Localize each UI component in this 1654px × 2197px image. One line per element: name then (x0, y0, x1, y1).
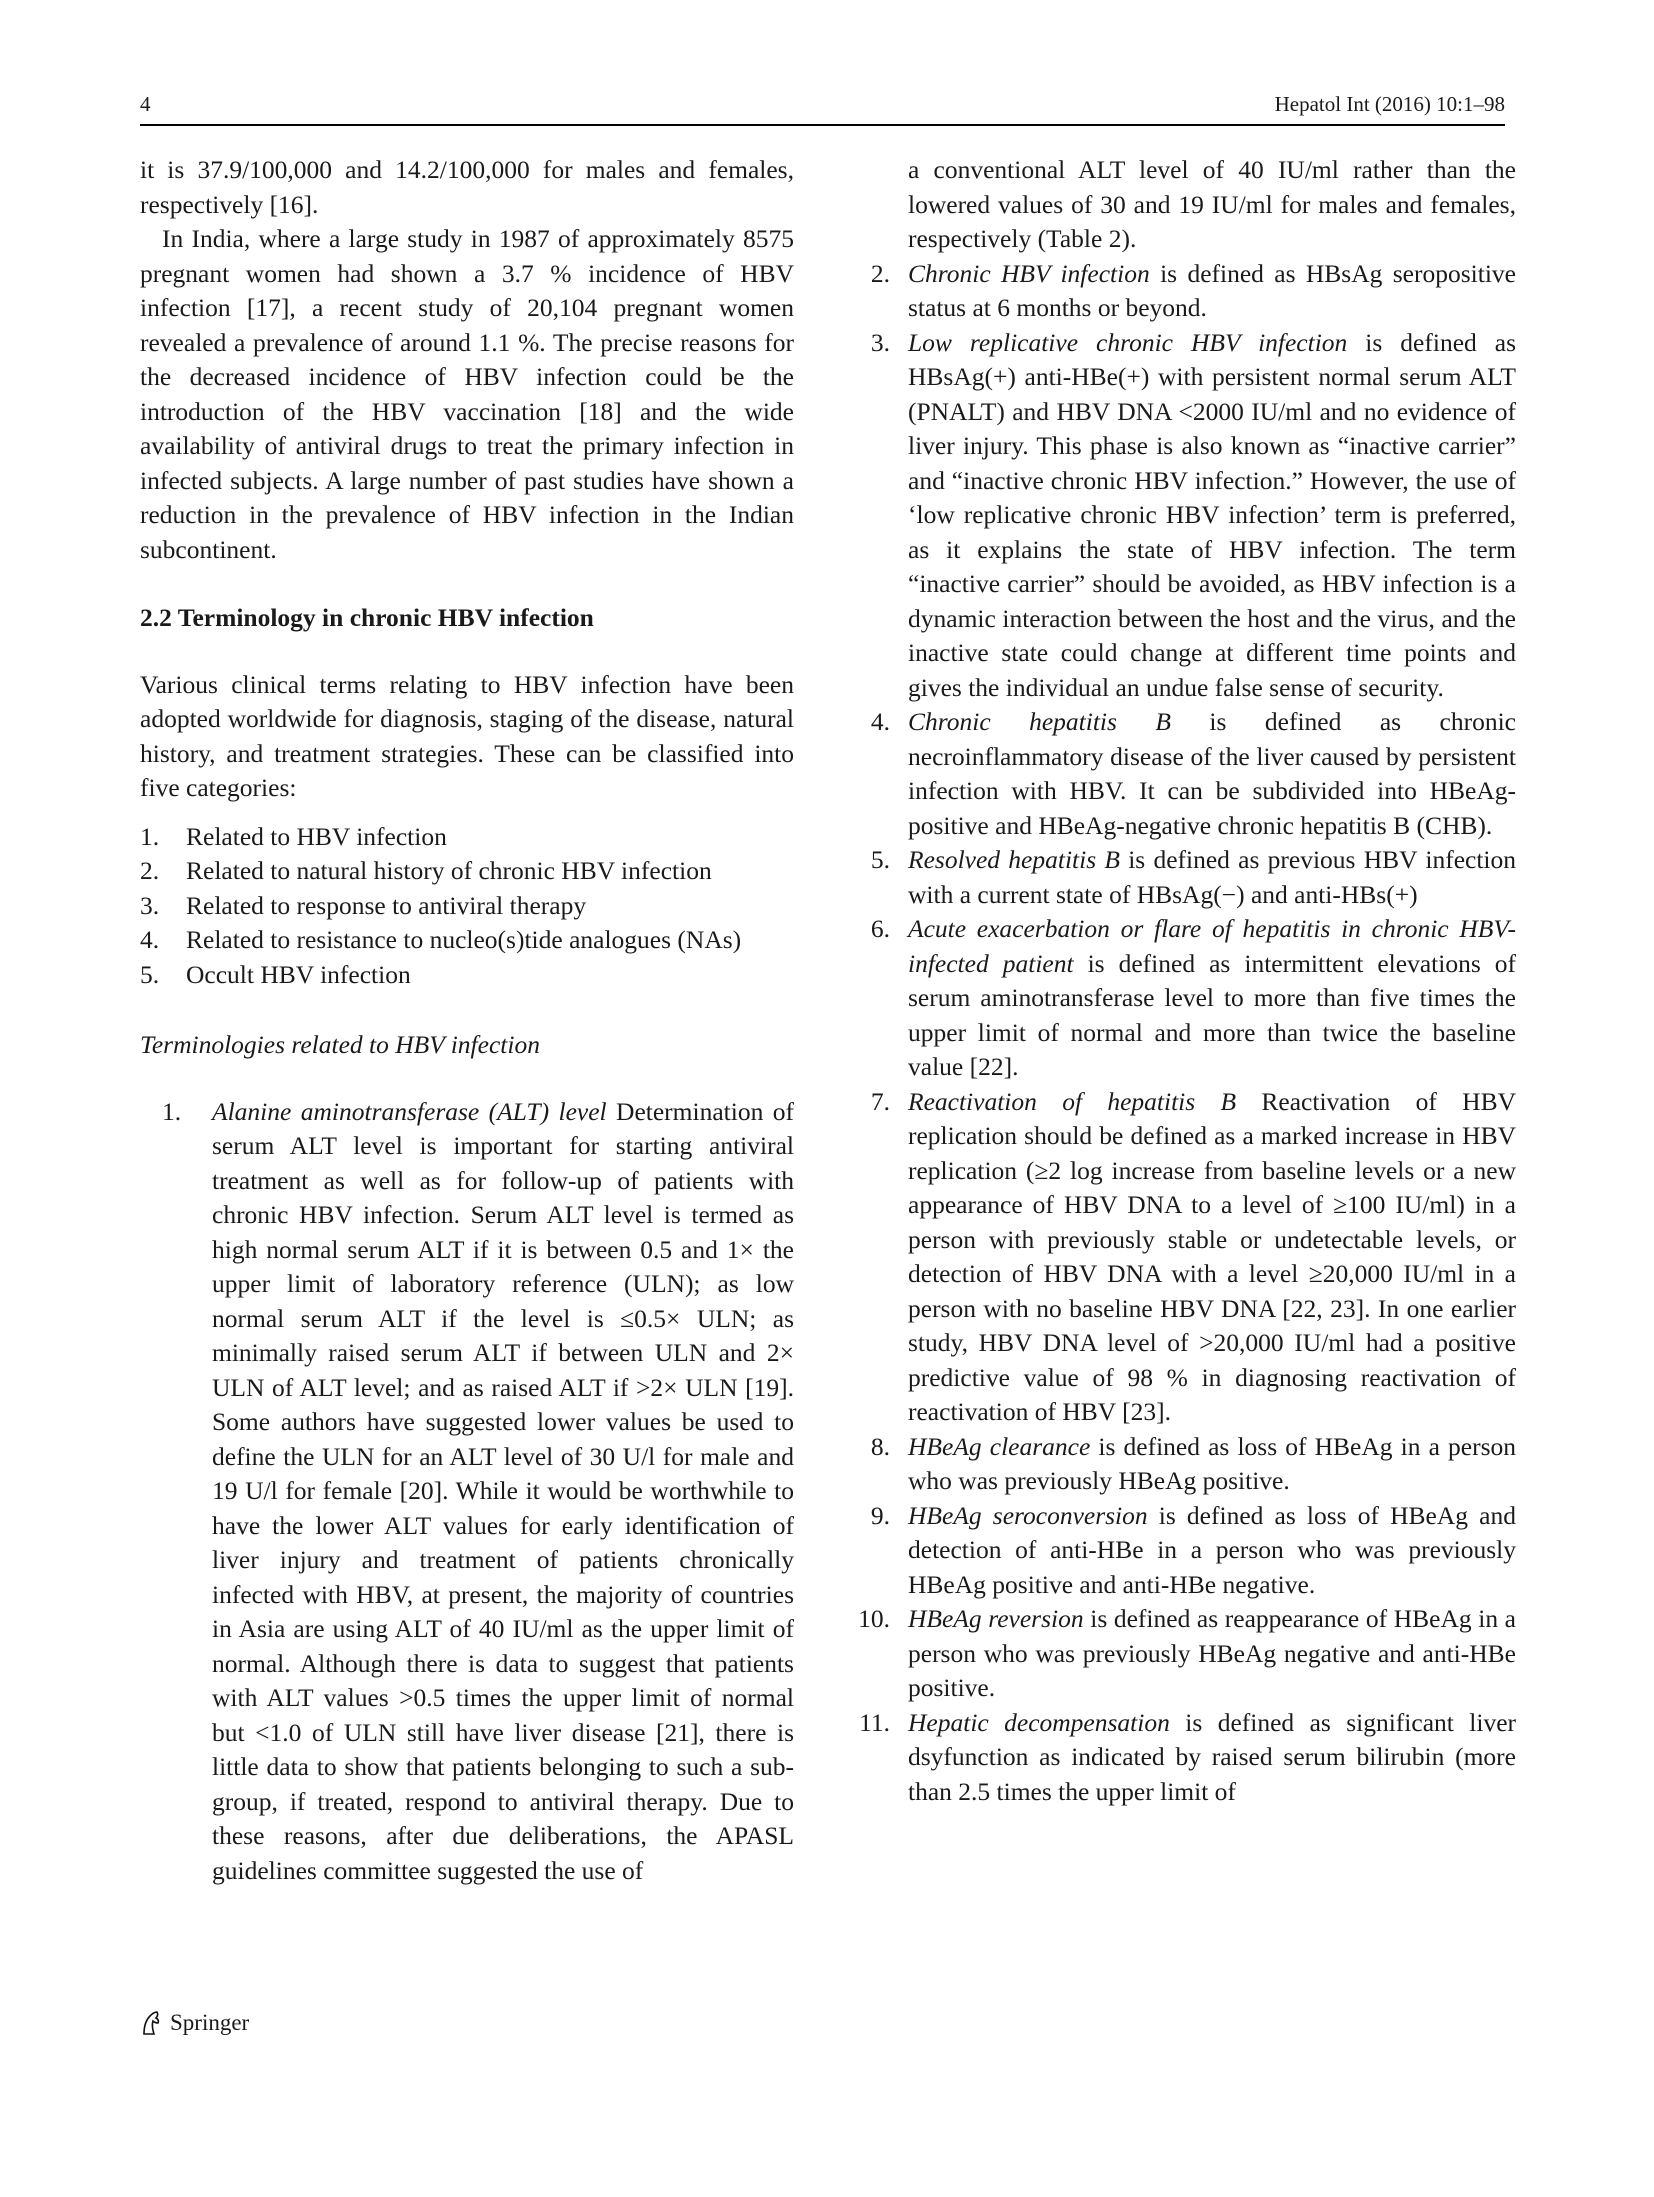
list-number: 8. (870, 1431, 890, 1461)
list-number: 3. (140, 890, 160, 920)
list-number: 3. (870, 327, 890, 357)
definition-item (862, 1499, 1516, 1603)
definition-text (908, 326, 1516, 706)
definition-term: Hepatic decompensation (908, 1707, 1170, 1737)
definition-term: Chronic HBV infection (908, 258, 1150, 288)
list-number: 1. (162, 1096, 182, 1126)
paragraph: Various clinical terms relating to HBV infection have been adopted worldwide for diagnosis, staging of the disease, natural history, and treatment strategies. These can be classified into five categories: (140, 669, 794, 802)
paragraph: it is 37.9/100,000 and 14.2/100,000 for males and females, respectively [16]. (140, 155, 794, 219)
definition-item (858, 1602, 1517, 1706)
definition-list (140, 1095, 794, 1889)
definition-term: Resolved hepatitis B (908, 845, 1120, 874)
definition-body: is defined as intermittent elevations of serum aminotransferase level to more than five times the upper limit of normal and more than twice the baseline value [22]. (908, 948, 1517, 1081)
section-title: 2.2 Terminology in chronic HBV infection (140, 603, 594, 632)
definition-body: is defined as significant liver dsyfunction as indicated by raised serum bilirubin (more than 2.5 times the upper limit of (908, 1707, 1516, 1806)
list-item (140, 958, 794, 993)
definition-item (862, 257, 1516, 326)
definition-text (908, 912, 1516, 1085)
definition-body: is defined as loss of HBeAg and detection of anti-HBe in a person who was previously HBeAg positive and anti-HBe negative. (908, 1500, 1516, 1599)
definition-item (140, 1095, 794, 1889)
category-list (140, 820, 794, 993)
definition-item (862, 912, 1516, 1085)
list-number: 7. (870, 1086, 890, 1116)
paragraph-continuation: a conventional ALT level of 40 IU/ml rather than the lowered values of 30 and 19 IU/ml for males and females, respectively (Table 2). (908, 155, 1516, 253)
springer-horse-icon (140, 2010, 162, 2036)
list-number: 4. (140, 925, 160, 954)
list-text: Occult HBV infection (186, 959, 411, 989)
definition-text (908, 1602, 1516, 1706)
definition-body: Determination of serum ALT level is important for starting antiviral treatment as well as for follow-up of patients with chronic HBV infection. Serum ALT level is termed as high normal serum ALT if it is between 0.5 and 1× the upper limit of laboratory reference (ULN); as low normal serum ALT if the level is ≤0.5× ULN; as minimally raised serum ALT if between ULN and 2× ULN of ALT level; and as raised ALT if >2× ULN [19]. Some authors have suggested lower values be used to define the ULN for an ALT level of 30 U/l for male and 19 U/l for female [20]. While it would be worthwhile to have the lower ALT values for early identification of liver injury and treatment of patients chronically infected with HBV, at present, the majority of countries in Asia are using ALT of 40 IU/ml as the upper limit of normal. Although there is data to suggest that patients with ALT values >0.5 times the upper limit of normal but <1.0 of ULN still have liver disease [21], there is little data to show that patients belonging to such a sub-group, if treated, respond to antiviral therapy. Due to these reasons, after due deliberations, the APASL guidelines committee suggested the use of (212, 1096, 794, 1885)
right-column (858, 153, 1517, 1809)
definition-term: HBeAg reversion (908, 1604, 1084, 1633)
list-number: 5. (140, 959, 160, 989)
definition-text (908, 1085, 1516, 1430)
definition-term: Acute exacerbation or flare of hepatitis in chronic HBV-infected patient (908, 914, 1516, 978)
definition-term: Low replicative chronic HBV infection (908, 327, 1348, 357)
list-number: 5. (870, 845, 890, 874)
definition-text (908, 1706, 1516, 1810)
definition-body: is defined as reappearance of HBeAg in a person who was previously HBeAg negative and anti-HBe positive. (908, 1604, 1517, 1702)
list-text: Related to HBV infection (186, 821, 447, 851)
definition-term: HBeAg seroconversion (908, 1500, 1148, 1530)
definition-body: is defined as previous HBV infection with a current state of HBsAg(−) and anti-HBs(+) (908, 845, 1516, 909)
definition-item (862, 1085, 1516, 1430)
list-number: 4. (870, 707, 890, 736)
definition-term: Chronic hepatitis B (908, 707, 1171, 736)
definition-item (862, 705, 1516, 843)
definition-term: Alanine aminotransferase (ALT) level (212, 1096, 607, 1126)
list-item (140, 820, 794, 855)
list-text: Related to response to antiviral therapy (186, 890, 587, 920)
definition-text (908, 843, 1516, 912)
header-rule (140, 124, 1505, 126)
definition-item (862, 326, 1516, 706)
definition-body: is defined as chronic necroinflammatory disease of the liver caused by persistent infection with HBV. It can be subdivided into HBeAg-positive and HBeAg-negative chronic hepatitis B (CHB). (908, 707, 1516, 840)
definition-body: is defined as loss of HBeAg in a person who was previously HBeAg positive. (908, 1431, 1516, 1495)
definition-body: Reactivation of HBV replication should be defined as a marked increase in HBV replication (≥2 log increase from baseline levels or a new appearance of HBV DNA to a level of ≥100 IU/ml) in a person with previously stable or undetectable levels, or detection of HBV DNA with a level ≥20,000 IU/ml in a person with no baseline HBV DNA [22, 23]. In one earlier study, HBV DNA level of >20,000 IU/ml had a positive predictive value of 98 % in diagnosing reactivation of reactivation of HBV [23]. (908, 1086, 1516, 1426)
definition-item (859, 1706, 1516, 1810)
definition-term: Reactivation of hepatitis B (908, 1086, 1237, 1116)
list-number: 2. (870, 258, 890, 288)
definition-text (908, 257, 1516, 326)
left-column (140, 153, 794, 1888)
list-text: Related to natural history of chronic HBV infection (186, 856, 712, 885)
definition-body: is defined as HBsAg seropositive status at 6 months or beyond. (908, 258, 1516, 322)
list-number: 10. (858, 1604, 890, 1633)
list-item (140, 854, 794, 889)
publisher-footer (140, 2010, 249, 2036)
definition-list (858, 257, 1517, 1810)
list-number: 1. (140, 821, 160, 851)
list-number: 9. (870, 1500, 890, 1530)
list-item (140, 889, 794, 924)
definition-text (908, 1499, 1516, 1603)
list-number: 6. (870, 914, 890, 943)
definition-item (862, 843, 1516, 912)
paragraph: In India, where a large study in 1987 of approximately 8575 pregnant women had shown a 3.7 % incidence of HBV infection [17], a recent study of 20,104 pregnant women revealed a prevalence of around 1.1 %. The precise reasons for the decreased incidence of HBV infection could be the introduction of the HBV vaccination [18] and the wide availability of antiviral drugs to treat the primary infection in infected subjects. A large number of past studies have shown a reduction in the prevalence of HBV infection in the Indian subcontinent. (140, 224, 794, 564)
definition-text (212, 1095, 794, 1889)
journal-citation: Hepatol Int (2016) 10:1–98 (1274, 92, 1505, 116)
definition-text (908, 1430, 1516, 1499)
list-number: 11. (859, 1707, 890, 1737)
definition-body: is defined as HBsAg(+) anti-HBe(+) with persistent normal serum ALT (PNALT) and HBV DNA <2000 IU/ml and no evidence of liver injury. This phase is also known as “inactive carrier” and “inactive chronic HBV infection.” However, the use of ‘low replicative chronic HBV infection’ term is preferred, as it explains the state of HBV infection. The term “inactive carrier” should be avoided, as HBV infection is a dynamic interaction between the host and the virus, and the inactive state could change at different time points and gives the individual an undue false sense of security. (908, 327, 1516, 702)
publisher-name: Springer (170, 2010, 250, 2035)
subheading: Terminologies related to HBV infection (140, 1030, 540, 1059)
definition-item (862, 1430, 1516, 1499)
definition-text (908, 705, 1516, 843)
list-item (140, 923, 794, 958)
list-text: Related to resistance to nucleo(s)tide analogues (NAs) (186, 925, 742, 954)
page-number: 4 (140, 92, 151, 116)
list-number: 2. (140, 856, 160, 885)
definition-term: HBeAg clearance (908, 1431, 1091, 1461)
